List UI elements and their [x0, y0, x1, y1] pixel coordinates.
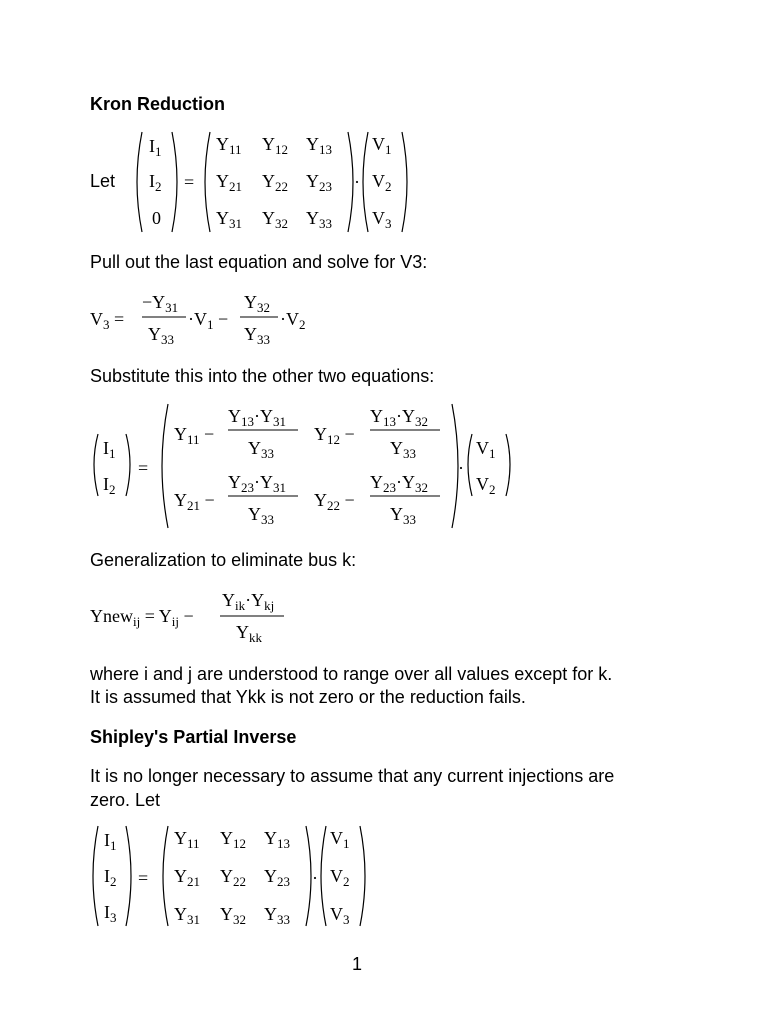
svg-text:Y33: $Y_{33}$ — [390, 504, 416, 527]
svg-text:Y22: $Y_{22}$ — [220, 866, 246, 889]
svg-text:Y22: $Y_{22}$ — [262, 171, 288, 194]
svg-text:Y12: $Y_{12}$ — [262, 134, 288, 157]
svg-text:Y22 −: $Y_{22}$ − — [314, 490, 355, 513]
svg-text:I3: $I_3$ — [104, 902, 117, 925]
svg-text:V2: $V_2$ — [372, 171, 392, 194]
svg-text:Y31: $Y_{31}$ — [174, 904, 200, 927]
svg-text:I2: $I_2$ — [104, 866, 117, 889]
svg-text:Y33: $Y_{33}$ — [264, 904, 290, 927]
svg-text:I1: $I_1$ — [104, 830, 117, 853]
svg-text:Yik·Ykj: $Y_{ik}\cdot Y_{kj}$ — [222, 590, 275, 613]
svg-text:V2: $V_2$ — [330, 866, 350, 889]
svg-text:·V2: $\cdot V_2$ — [280, 309, 306, 332]
let-label: Let — [90, 171, 116, 191]
where-text-line1: where i and j are understood to range over all values except for k. — [90, 664, 613, 684]
svg-text:Y33: $Y_{33}$ — [248, 438, 274, 461]
svg-text:V3 =: $V_3$ = — [90, 309, 125, 332]
svg-text:·: · — [312, 868, 318, 888]
svg-text:Y11 −: $Y_{11}$ − — [174, 424, 215, 447]
svg-text:V1: $V_1$ — [476, 438, 496, 461]
svg-text:Y13·Y32: $Y_{13}\cdot Y_{32}$ — [370, 406, 428, 429]
svg-text:V1: $V_1$ — [372, 134, 392, 157]
svg-text:I1: $I_1$ — [103, 438, 116, 461]
pull-out-text: Pull out the last equation and solve for V3: — [90, 252, 428, 272]
svg-text:Y21: $Y_{21}$ — [174, 866, 200, 889]
svg-text:V3: $V_3$ — [330, 904, 350, 927]
svg-text:Y23·Y31: $Y_{23}\cdot Y_{31}$ — [228, 472, 286, 495]
svg-text:Y12 −: $Y_{12}$ − — [314, 424, 355, 447]
svg-text:Y23: $Y_{23}$ — [306, 171, 332, 194]
svg-text:Y33: $Y_{33}$ — [306, 208, 332, 231]
page-number: 1 — [352, 954, 363, 974]
svg-text:I2: $I_2$ — [149, 171, 162, 194]
svg-text:Y11: $Y_{11}$ — [216, 134, 242, 157]
substitute-text: Substitute this into the other two equations: — [90, 366, 435, 386]
shipley-text-line1: It is no longer necessary to assume that any current injections are — [90, 766, 615, 786]
svg-text:Y33: $Y_{33}$ — [148, 324, 174, 347]
svg-text:Y32: $Y_{32}$ — [244, 292, 270, 315]
svg-text:Y13: $Y_{13}$ — [306, 134, 332, 157]
svg-text:I2: $I_2$ — [103, 474, 116, 497]
svg-text:Y33: $Y_{33}$ — [248, 504, 274, 527]
section-title-kron-reduction: Kron Reduction — [90, 94, 225, 114]
svg-text:Y21: $Y_{21}$ — [216, 171, 242, 194]
svg-text:V3: $V_3$ — [372, 208, 392, 231]
equation-v3 — [88, 288, 328, 348]
svg-text:Y11: $Y_{11}$ — [174, 828, 200, 851]
svg-text:0: 0 — [152, 208, 161, 228]
svg-text:Y33: $Y_{33}$ — [390, 438, 416, 461]
svg-text:−Y31: $-Y_{31}$ — [142, 292, 179, 315]
svg-text:=: = — [184, 172, 195, 192]
svg-text:Y12: $Y_{12}$ — [220, 828, 246, 851]
svg-text:Y13: $Y_{13}$ — [264, 828, 290, 851]
svg-text:=: = — [138, 868, 149, 888]
svg-text:·V1 −: $\cdot V_1$ − — [188, 309, 229, 332]
svg-text:Y23: $Y_{23}$ — [264, 866, 290, 889]
section-title-shipley: Shipley's Partial Inverse — [90, 727, 297, 747]
equation-kron-system — [130, 128, 420, 236]
shipley-text-line2: zero. Let — [90, 790, 161, 810]
svg-text:Ykk: $Y_{kk}$ — [236, 622, 262, 645]
svg-text:·: · — [458, 458, 464, 478]
svg-text:Y13·Y31: $Y_{13}\cdot Y_{31}$ — [228, 406, 286, 429]
svg-text:Y33: $Y_{33}$ — [244, 324, 270, 347]
svg-text:V1: $V_1$ — [330, 828, 350, 851]
svg-text:=: = — [138, 458, 149, 478]
equation-shipley-system — [88, 822, 378, 930]
equation-reduced-system — [88, 400, 518, 532]
svg-text:Ynewij = Yij −: Ynew$_{ij}$ = $Y_{ij}$ − — [90, 606, 194, 629]
equation-ynew — [88, 586, 308, 646]
svg-text:Y32: $Y_{32}$ — [220, 904, 246, 927]
svg-text:Y31: $Y_{31}$ — [216, 208, 242, 231]
generalization-text: Generalization to eliminate bus k: — [90, 550, 357, 570]
where-text-line2: It is assumed that Ykk is not zero or the reduction fails. — [90, 687, 526, 707]
svg-text:I1: $I_1$ — [149, 136, 162, 159]
svg-text:V2: $V_2$ — [476, 474, 496, 497]
svg-text:Y23·Y32: $Y_{23}\cdot Y_{32}$ — [370, 472, 428, 495]
svg-text:Y32: $Y_{32}$ — [262, 208, 288, 231]
svg-text:·: · — [354, 172, 360, 192]
svg-text:Y21 −: $Y_{21}$ − — [174, 490, 215, 513]
